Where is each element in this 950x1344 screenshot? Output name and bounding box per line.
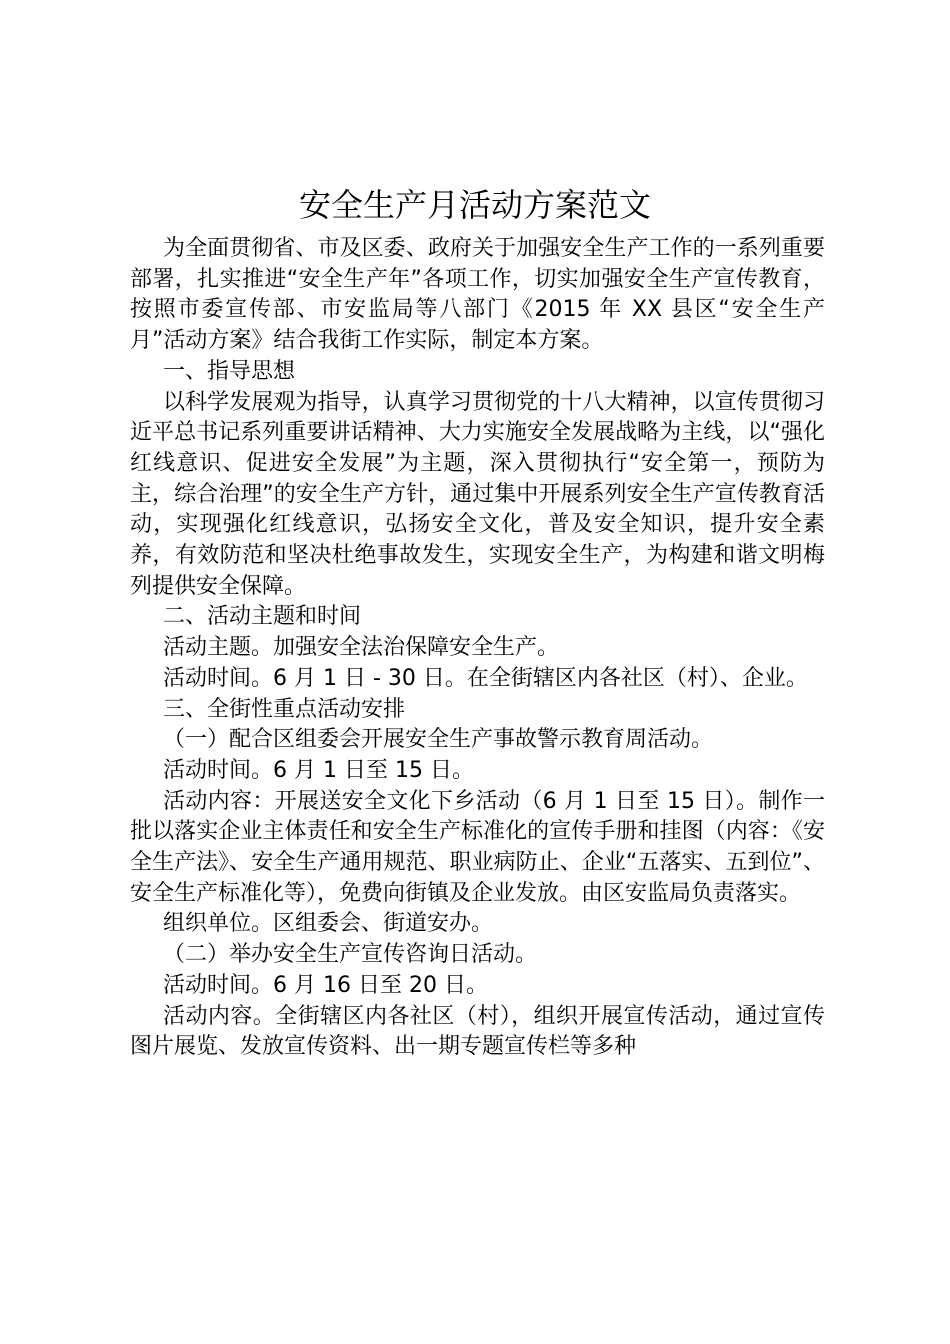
paragraph-consultation-day-time: 活动时间。6 月 16 日至 20 日。	[163, 972, 488, 998]
section-heading-key-activities: 三、全街性重点活动安排	[163, 696, 406, 722]
document-body	[130, 234, 825, 1063]
paragraph-activity-theme: 活动主题。加强安全法治保障安全生产。	[163, 635, 560, 661]
section-heading-guiding-ideology: 一、指导思想	[163, 358, 296, 384]
paragraph-warning-week-content: 活动内容：开展送安全文化下乡活动（6 月 1 日至 15 日）。制作一批以落实企业主体责任和安全生产标准化的宣传手册和挂图（内容：《安全生产法》、安全生产通用规范、职业病防止、企业“五落实、五到位”、安全生产标准化等），免费向街镇及企业发放。由区安监局负责落实。	[130, 788, 825, 906]
paragraph-guiding-ideology: 以科学发展观为指导，认真学习贯彻党的十八大精神，以宣传贯彻习近平总书记系列重要讲话精神、大力实施安全发展战略为主线，以“强化红线意识、促进安全发展”为主题，深入贯彻执行“安全第一，预防为主，综合治理”的安全生产方针，通过集中开展系列安全生产宣传教育活动，实现强化红线意识，弘扬安全文化，普及安全知识，提升安全素养，有效防范和坚决杜绝事故发生，实现安全生产，为构建和谐文明梅列提供安全保障。	[130, 389, 825, 599]
document-title: 安全生产月活动方案范文	[298, 186, 651, 224]
subheading-consultation-day: （二）举办安全生产宣传咨询日活动。	[163, 942, 538, 968]
paragraph-activity-time: 活动时间。6 月 1 日 - 30 日。在全街辖区内各社区（村）、企业。	[163, 665, 808, 691]
subheading-warning-week: （一）配合区组委会开展安全生产事故警示教育周活动。	[163, 727, 714, 753]
section-heading-theme-and-time: 二、活动主题和时间	[163, 604, 362, 630]
paragraph-consultation-day-content: 活动内容。全街辖区内各社区（村），组织开展宣传活动，通过宣传图片展览、发放宣传资料、出一期专题宣传栏等多种	[130, 1003, 825, 1060]
paragraph-intro: 为全面贯彻省、市及区委、政府关于加强安全生产工作的一系列重要部署，扎实推进“安全生产年”各项工作，切实加强安全生产宣传教育，按照市委宣传部、市安监局等八部门《2015 年 XX 县区“安全生产月”活动方案》结合我街工作实际，制定本方案。	[130, 236, 825, 354]
paragraph-warning-week-time: 活动时间。6 月 1 日至 15 日。	[163, 757, 474, 783]
paragraph-organizer: 组织单位。区组委会、街道安办。	[163, 911, 494, 937]
